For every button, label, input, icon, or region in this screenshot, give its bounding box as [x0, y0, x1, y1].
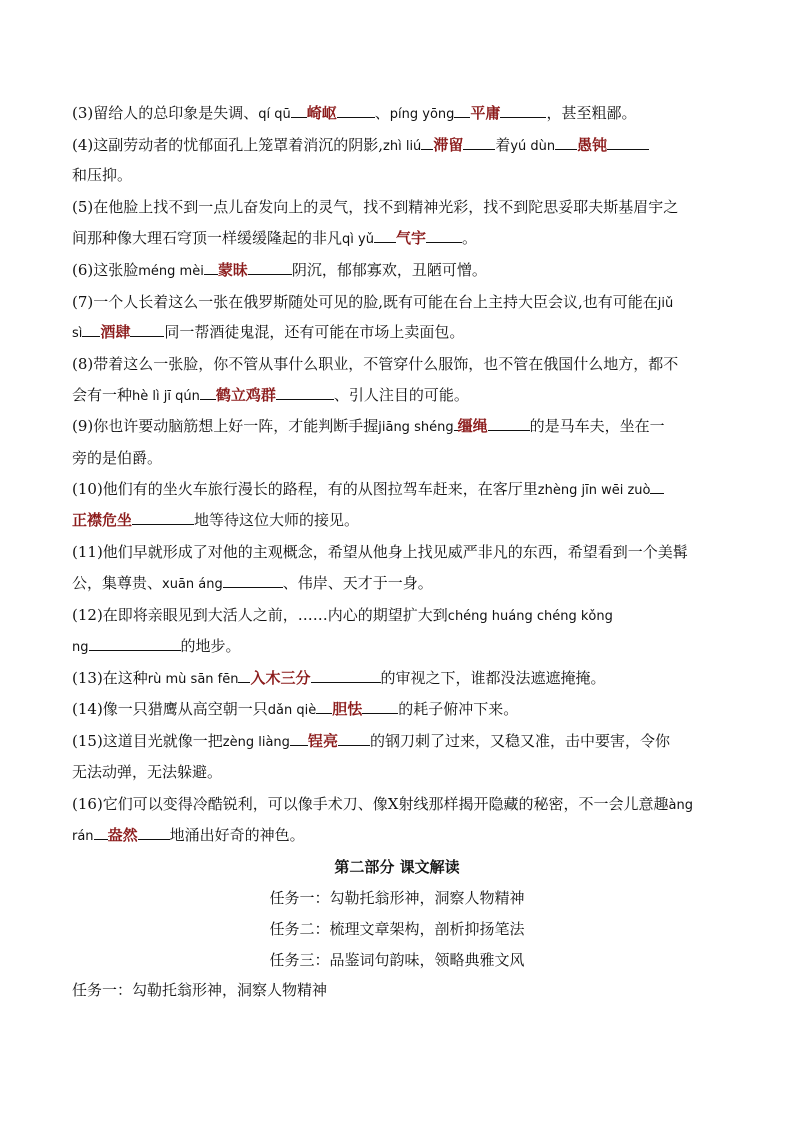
- blank: [130, 322, 164, 337]
- text: ，甚至粗鄙。: [546, 104, 637, 122]
- blank: [463, 135, 495, 150]
- part2-title: 第二部分 课文解读: [334, 858, 460, 876]
- pinyin: rán: [72, 829, 94, 844]
- item-8: [72, 354, 678, 374]
- blank: [374, 228, 396, 243]
- text: 的钢刀刺了过来，又稳又准，击中要害，令你: [369, 732, 670, 750]
- pinyin: qì yǔ: [342, 232, 374, 247]
- pinyin: sì: [72, 326, 83, 341]
- text: (16)它们可以变得冷酷锐利，可以像手术刀、像X射线那样揭开隐藏的秘密，不一会儿意趣: [72, 795, 669, 813]
- answer: 蒙昧: [217, 261, 248, 279]
- blank: [454, 103, 470, 118]
- item-5: [72, 197, 678, 217]
- text: 的是马车夫，坐在一: [529, 417, 665, 435]
- pinyin: àng: [668, 798, 693, 813]
- text: (4)这副劳动者的忧郁面孔上笼罩着消沉的阴影,: [72, 136, 384, 154]
- item-12: [72, 605, 613, 627]
- text: (10)他们有的坐火车旅行漫长的路程，有的从图拉驾车赶来，在客厅里: [72, 480, 538, 498]
- blank: [488, 416, 530, 431]
- text: 和压抑。: [72, 166, 133, 184]
- text: 地等待这位大师的接见。: [194, 511, 360, 529]
- blank: [132, 510, 194, 525]
- answer: 鹤立鸡群: [215, 386, 276, 404]
- pinyin: zhì liú: [383, 139, 422, 154]
- text: (6)这张脸: [72, 261, 139, 279]
- blank: [248, 260, 292, 275]
- text: 着: [495, 136, 511, 154]
- item-14: [72, 699, 518, 721]
- answer: 缰绳: [457, 417, 488, 435]
- item-13: [72, 668, 606, 690]
- blank: [82, 322, 100, 337]
- text: 会有一种: [72, 386, 133, 404]
- blank: [421, 135, 433, 150]
- blank: [94, 825, 108, 840]
- text: (7)一个人长着这么一张在俄罗斯随处可见的脸,既有可能在台上主持大臣会议,也有可能在: [72, 293, 658, 311]
- text: (9)你也许要动脑筋想上好一阵，才能判断手握: [72, 417, 379, 435]
- item-10-cont: [72, 510, 359, 530]
- item-3: [72, 103, 636, 125]
- text: 的地步。: [180, 637, 241, 655]
- answer: 平庸: [470, 104, 501, 122]
- text: (5)在他脸上找不到一点儿奋发向上的灵气，找不到精神光彩，找不到陀思妥耶夫斯基眉宇之: [72, 198, 679, 216]
- answer: 锃亮: [307, 732, 338, 750]
- item-10: [72, 479, 664, 501]
- pinyin: chéng huáng chéng kǒng: [447, 609, 613, 624]
- item-15-cont: [72, 762, 222, 782]
- task-1-section-heading: 任务一：勾勒托翁形神，洞察人物精神: [72, 981, 328, 999]
- item-4: [72, 135, 649, 157]
- answer: 愚钝: [577, 136, 608, 154]
- blank: [426, 228, 462, 243]
- task-1: 任务一：勾勒托翁形神，洞察人物精神: [269, 889, 525, 907]
- pinyin: dǎn qiè: [267, 703, 317, 718]
- item-7: [72, 292, 673, 314]
- text: (15)这道目光就像一把: [72, 732, 223, 750]
- text: 旁的是伯爵。: [72, 449, 163, 467]
- answer: 崎岖: [306, 104, 337, 122]
- pinyin: jiāng shéng: [378, 420, 454, 435]
- task-2: 任务二：梳理文章架构，剖析抑扬笔法: [269, 920, 525, 938]
- answer: 胆怯: [332, 700, 363, 718]
- text: 无法动弹，无法躲避。: [72, 763, 223, 781]
- text: 阴沉，郁郁寡欢，丑陋可憎。: [291, 261, 487, 279]
- text: 。: [461, 229, 477, 247]
- blank: [500, 103, 546, 118]
- text: 、引人注目的可能。: [333, 386, 469, 404]
- text: 间那种像大理石穹顶一样缓缓隆起的非凡: [72, 229, 343, 247]
- item-12-cont: [72, 636, 241, 658]
- blank: [316, 699, 332, 714]
- item-4-cont: [72, 165, 132, 185]
- answer: 酒肆: [100, 323, 131, 341]
- text: 的审视之下，谁都没法遮遮掩掩。: [380, 669, 606, 687]
- item-11-cont: [72, 573, 433, 595]
- answer: 正襟危坐: [72, 511, 133, 529]
- blank: [238, 668, 250, 683]
- text: 同一帮酒徒鬼混，还有可能在市场上卖面包。: [164, 323, 465, 341]
- item-9-cont: [72, 448, 162, 468]
- blank: [200, 385, 216, 400]
- item-11: [72, 542, 688, 562]
- text: (14)像一只猎鹰从高空朝一只: [72, 700, 268, 718]
- blank: [607, 135, 649, 150]
- answer: 盎然: [107, 826, 138, 844]
- item-16-cont: [72, 825, 305, 847]
- blank: [337, 103, 375, 118]
- text: 公，集尊贵、: [72, 574, 163, 592]
- item-9: [72, 416, 665, 438]
- item-5-cont: [72, 228, 477, 250]
- blank: [338, 731, 370, 746]
- text: (3)留给人的总印象是失调、: [72, 104, 259, 122]
- blank: [555, 135, 577, 150]
- text: (8)带着这么一张脸，你不管从事什么职业，不管穿什么服饰，也不管在俄国什么地方，都不: [72, 355, 679, 373]
- blank: [138, 825, 170, 840]
- blank: [362, 699, 398, 714]
- answer: 气宇: [395, 229, 426, 247]
- pinyin: zèng liàng: [222, 735, 290, 750]
- pinyin: qí qū: [258, 107, 291, 122]
- blank: [223, 573, 283, 588]
- pinyin: yú dùn: [510, 139, 556, 154]
- pinyin: xuān áng: [162, 577, 223, 592]
- pinyin-tail: ng: [72, 640, 89, 655]
- blank: [276, 385, 334, 400]
- pinyin: méng mèi: [138, 264, 204, 279]
- answer: 入木三分: [250, 669, 311, 687]
- blank: [290, 731, 308, 746]
- blank: [311, 668, 381, 683]
- item-7-cont: [72, 322, 464, 344]
- blank: [89, 636, 181, 651]
- text: 、伟岸、天才于一身。: [282, 574, 433, 592]
- item-16: [72, 794, 693, 816]
- text: (13)在这种: [72, 669, 148, 687]
- blank: [650, 479, 664, 494]
- blank: [291, 103, 307, 118]
- pinyin: píng yōng: [389, 107, 455, 122]
- text: 地涌出好奇的神色。: [169, 826, 305, 844]
- item-15: [72, 731, 670, 753]
- text: 、: [374, 104, 390, 122]
- blank: [204, 260, 218, 275]
- text: (11)他们早就形成了对他的主观概念，希望从他身上找见威严非凡的东西，希望看到一个美髯: [72, 543, 688, 561]
- text: (12)在即将亲眼见到大活人之前，……内心的期望扩大到: [72, 606, 448, 624]
- task-3: 任务三：品鉴词句韵味，领略典雅文风: [269, 951, 525, 969]
- pinyin: jiǔ: [657, 296, 674, 311]
- item-6: [72, 260, 487, 282]
- item-8-cont: [72, 385, 469, 407]
- pinyin: hè lì jī qún: [132, 389, 200, 404]
- text: 的耗子俯冲下来。: [398, 700, 519, 718]
- pinyin: zhèng jīn wēi zuò: [537, 483, 651, 498]
- pinyin: rù mù sān fēn: [147, 672, 239, 687]
- answer: 滞留: [433, 136, 464, 154]
